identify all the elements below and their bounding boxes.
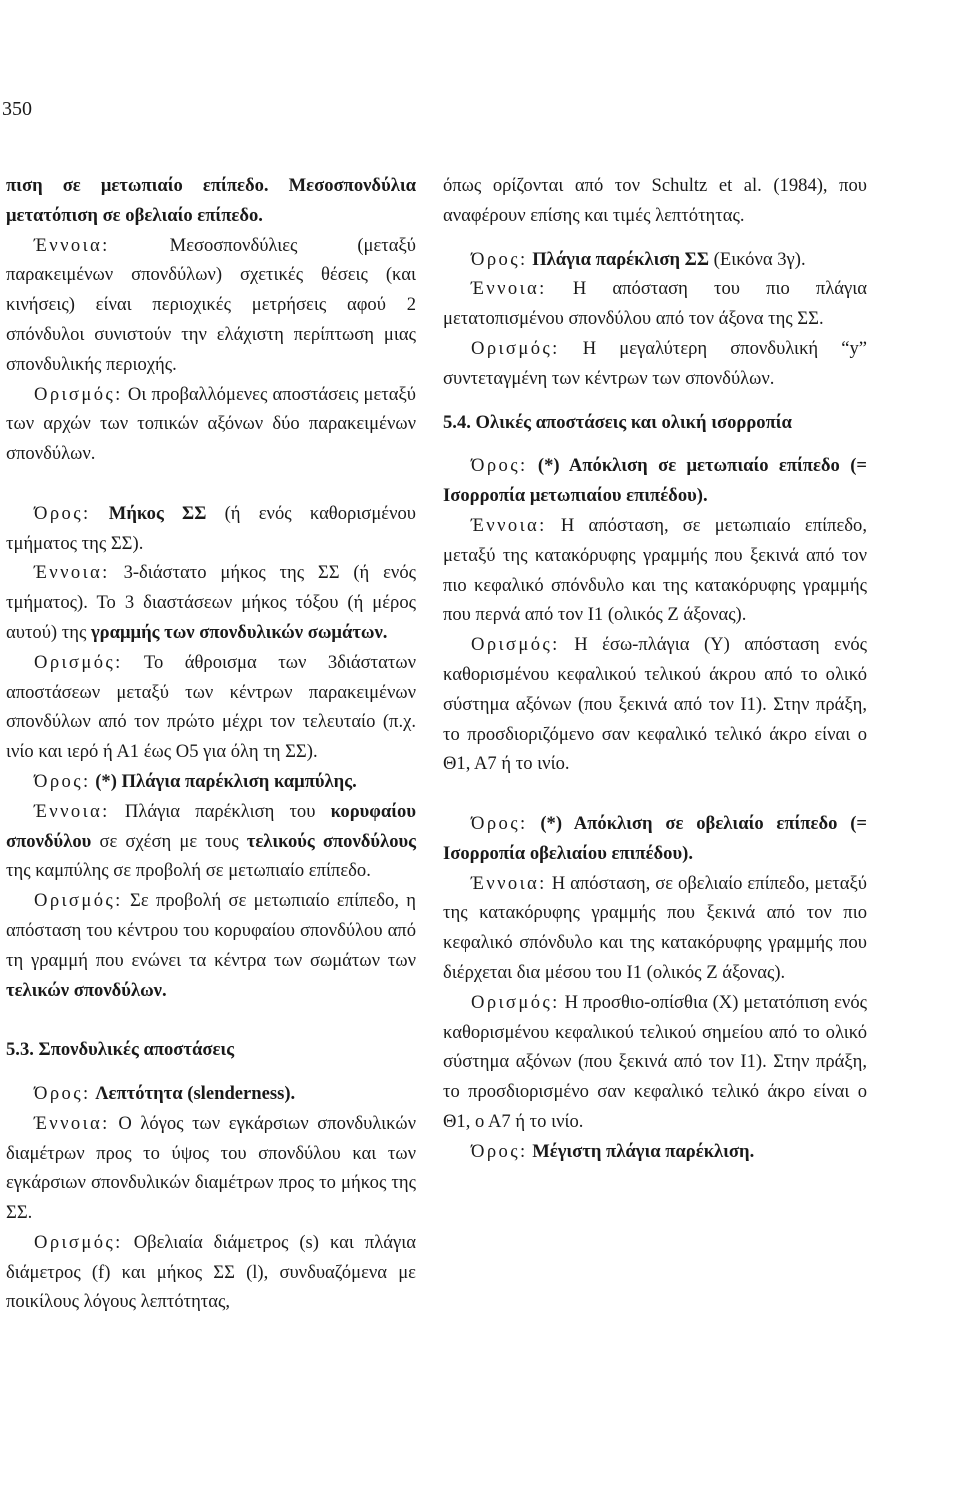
spacer xyxy=(443,779,867,809)
paragraph xyxy=(443,511,867,630)
term-text: Η προσθιο-οπίσθια (X) μετατόπιση ενός καθορισμένου κεφαλικού τελικού σημείου από το ολικό σύστημα αξόνων (που ξεκινά από τον Ι1). Στην πράξη, το προσδιορισμένο σαν κεφαλικό τελικό άκρο είναι ο Θ1, ο Α7 ή το ινίο. xyxy=(443,991,867,1132)
page-number: 350 xyxy=(2,98,32,120)
spacer xyxy=(6,1065,416,1079)
term-text: Οι προβαλλόμενες αποστάσεις μεταξύ των αρχών των τοπικών αξόνων δύο παρακειμένων σπονδύλων. xyxy=(6,383,416,465)
term-bold: Μέγιστη πλάγια παρέκλιση. xyxy=(532,1140,755,1162)
term-label: Ορισμός: xyxy=(34,651,123,673)
paragraph xyxy=(443,630,867,779)
paragraph xyxy=(6,767,416,797)
term-text: (Εικόνα 3γ). xyxy=(713,248,806,270)
left-column xyxy=(6,171,416,1317)
paragraph xyxy=(443,334,867,394)
paragraph xyxy=(443,451,867,511)
paragraph xyxy=(443,809,867,869)
spacer xyxy=(443,437,867,451)
paragraph xyxy=(443,274,867,334)
paragraph: όπως ορίζονται από τον Schultz et al. (1984), που αναφέρουν επίσης και τιμές λεπτότητας. xyxy=(443,175,867,226)
paragraph xyxy=(443,1137,867,1167)
right-column xyxy=(443,171,867,1167)
paragraph xyxy=(6,886,416,1005)
term-label: Ορισμός: xyxy=(34,383,123,405)
term-bold: (*) Πλάγια παρέκλιση καμπύλης. xyxy=(95,770,357,792)
paragraph xyxy=(6,1109,416,1228)
term-label: Όρος: xyxy=(34,1082,91,1104)
paragraph xyxy=(6,231,416,380)
term-text: Μεσοσπονδύλιες (μεταξύ παρακειμένων σπονδύλων) σχετικές θέσεις (και κινήσεις) είναι περιοχικές μετρήσεις αφού 2 σπόνδυλοι συνιστούν την ελάχιστη περίπτωση μιας σπονδυλικής περιοχής. xyxy=(6,234,416,375)
term-text: Η έσω-πλάγια (Y) απόσταση ενός καθορισμένου κεφαλικού τελικού άκρου από το ολικό σύστημα αξόνων (που ξεκινά από τον Ι1). Στην πράξη, το προσδιοριζόμενο σαν κεφαλικό τελικό άκρο είναι ο Θ1, Α7 ή το ινίο. xyxy=(443,634,867,775)
paragraph xyxy=(6,797,416,886)
term-text: Ο λόγος των εγκάρσιων σπονδυλικών διαμέτρων προς το ύψος του σπονδύλου και των εγκάρσιων σπονδυλικών διαμέτρων προς το μήκος της ΣΣ. xyxy=(6,1112,416,1224)
term-label: Έννοια: xyxy=(34,234,110,256)
term-bold: γραμμής των σπονδυλικών σωμάτων. xyxy=(90,621,388,643)
term-text: (ή ενός καθορισμένου τμήματος της ΣΣ). xyxy=(6,502,417,554)
paragraph xyxy=(6,1228,416,1317)
term-label: Έννοια: xyxy=(471,278,547,300)
paragraph xyxy=(443,869,867,988)
term-text: 3-διάστατο μήκος της ΣΣ (ή ενός τμήματος). Το 3 διαστάσεων μήκος τόξου (ή μέρος αυτού) της xyxy=(6,562,416,643)
spacer xyxy=(443,231,867,245)
term-text: Η απόσταση του πιο πλάγια μετατοπισμένου σπονδύλου από τον άξονα της ΣΣ. xyxy=(443,278,867,330)
spacer xyxy=(6,1005,416,1035)
term-label: Έννοια: xyxy=(34,800,110,822)
term-bold: (*) Απόκλιση σε οβελιαίο επίπεδο (= Ισορροπία οβελιαίου επιπέδου). xyxy=(443,812,867,864)
term-label: Έννοια: xyxy=(471,514,547,536)
term-label: Όρος: xyxy=(471,248,528,270)
term-bold: τελικών σπονδύλων. xyxy=(6,979,167,1001)
term-label: Ορισμός: xyxy=(34,1231,123,1253)
term-text: σε σχέση με τους xyxy=(99,830,239,852)
term-bold: κορυφαίου σπονδύλου xyxy=(6,800,416,852)
term-label: Ορισμός: xyxy=(471,337,560,359)
paragraph xyxy=(443,245,867,275)
paragraph: πιση σε μετωπιαίο επίπεδο. Μεσοσπονδύλια μετατόπιση σε οβελιαίο επίπεδο. xyxy=(6,175,416,226)
paragraph xyxy=(6,648,416,767)
term-label: Ορισμός: xyxy=(34,890,123,912)
term-text: της καμπύλης σε προβολή σε μετωπιαίο επίπεδο. xyxy=(6,860,371,882)
term-text: Οβελιαία διάμετρος (s) και πλάγια διάμετρος (f) και μήκος ΣΣ (l), συνδυαζόμενα με ποικίλους λόγους λεπτότητας, xyxy=(6,1231,416,1313)
term-label: Όρος: xyxy=(471,812,528,834)
term-label: Όρος: xyxy=(34,770,91,792)
term-bold: Λεπτότητα (slenderness). xyxy=(95,1082,296,1104)
term-bold: Μήκος ΣΣ xyxy=(108,502,207,524)
paragraph xyxy=(6,1079,416,1109)
term-label: Ορισμός: xyxy=(471,634,560,656)
term-bold: τελικούς σπονδύλους xyxy=(246,830,417,852)
paragraph xyxy=(443,988,867,1137)
paragraph xyxy=(6,558,416,647)
term-label: Όρος: xyxy=(471,455,528,477)
section-heading: 5.3. Σπονδυλικές αποστάσεις xyxy=(6,1039,235,1061)
term-label: Έννοια: xyxy=(34,562,110,584)
term-bold: (*) Απόκλιση σε μετωπιαίο επίπεδο (= Ισορροπία μετωπιαίου επιπέδου). xyxy=(443,455,867,507)
term-label: Όρος: xyxy=(471,1140,528,1162)
spacer xyxy=(443,394,867,408)
paragraph xyxy=(6,380,416,469)
term-text: Η απόσταση, σε οβελιαίο επίπεδο, μεταξύ της κατακόρυφης γραμμής που ξεκινά από τον πιο κεφαλικό σπόνδυλο και της κατακόρυφης γραμμής που διέρχεται δια μέσου του Ι1 (ολικός Ζ άξονας). xyxy=(443,872,867,983)
term-text: Η μεγαλύτερη σπονδυλική “y” συντεταγμένη των κέντρων των σπονδύλων. xyxy=(443,337,867,389)
term-bold: Πλάγια παρέκλιση ΣΣ xyxy=(532,248,709,270)
term-label: Ορισμός: xyxy=(471,991,560,1013)
term-text: Πλάγια παρέκλιση του xyxy=(124,800,316,822)
term-label: Έννοια: xyxy=(471,872,547,894)
term-label: Έννοια: xyxy=(34,1112,110,1134)
section-heading: 5.4. Ολικές αποστάσεις και ολική ισορροπία xyxy=(443,411,792,433)
term-text: Σε προβολή σε μετωπιαίο επίπεδο, η απόσταση του κέντρου του κορυφαίου σπονδύλου από τη γραμμή που ενώνει τα κέντρα των σωμάτων των xyxy=(6,890,416,971)
term-label: Όρος: xyxy=(34,502,91,524)
paragraph xyxy=(6,499,416,559)
term-text: Η απόσταση, σε μετωπιαίο επίπεδο, μεταξύ της κατακόρυφης γραμμής που ξεκινά από τον πιο κεφαλικό σπόνδυλο και της κατακόρυφης γραμμής που περνά από τον Ι1 (ολικός Ζ άξονας). xyxy=(443,514,867,626)
term-text: Το άθροισμα των 3διάστατων αποστάσεων μεταξύ των κέντρων παρακειμένων σπονδύλων από τον πρώτο μέχρι τον τελευταίο (π.χ. ινίο και ιερό ή Α1 έως Ο5 για όλη τη ΣΣ). xyxy=(6,651,417,763)
spacer xyxy=(6,469,416,499)
